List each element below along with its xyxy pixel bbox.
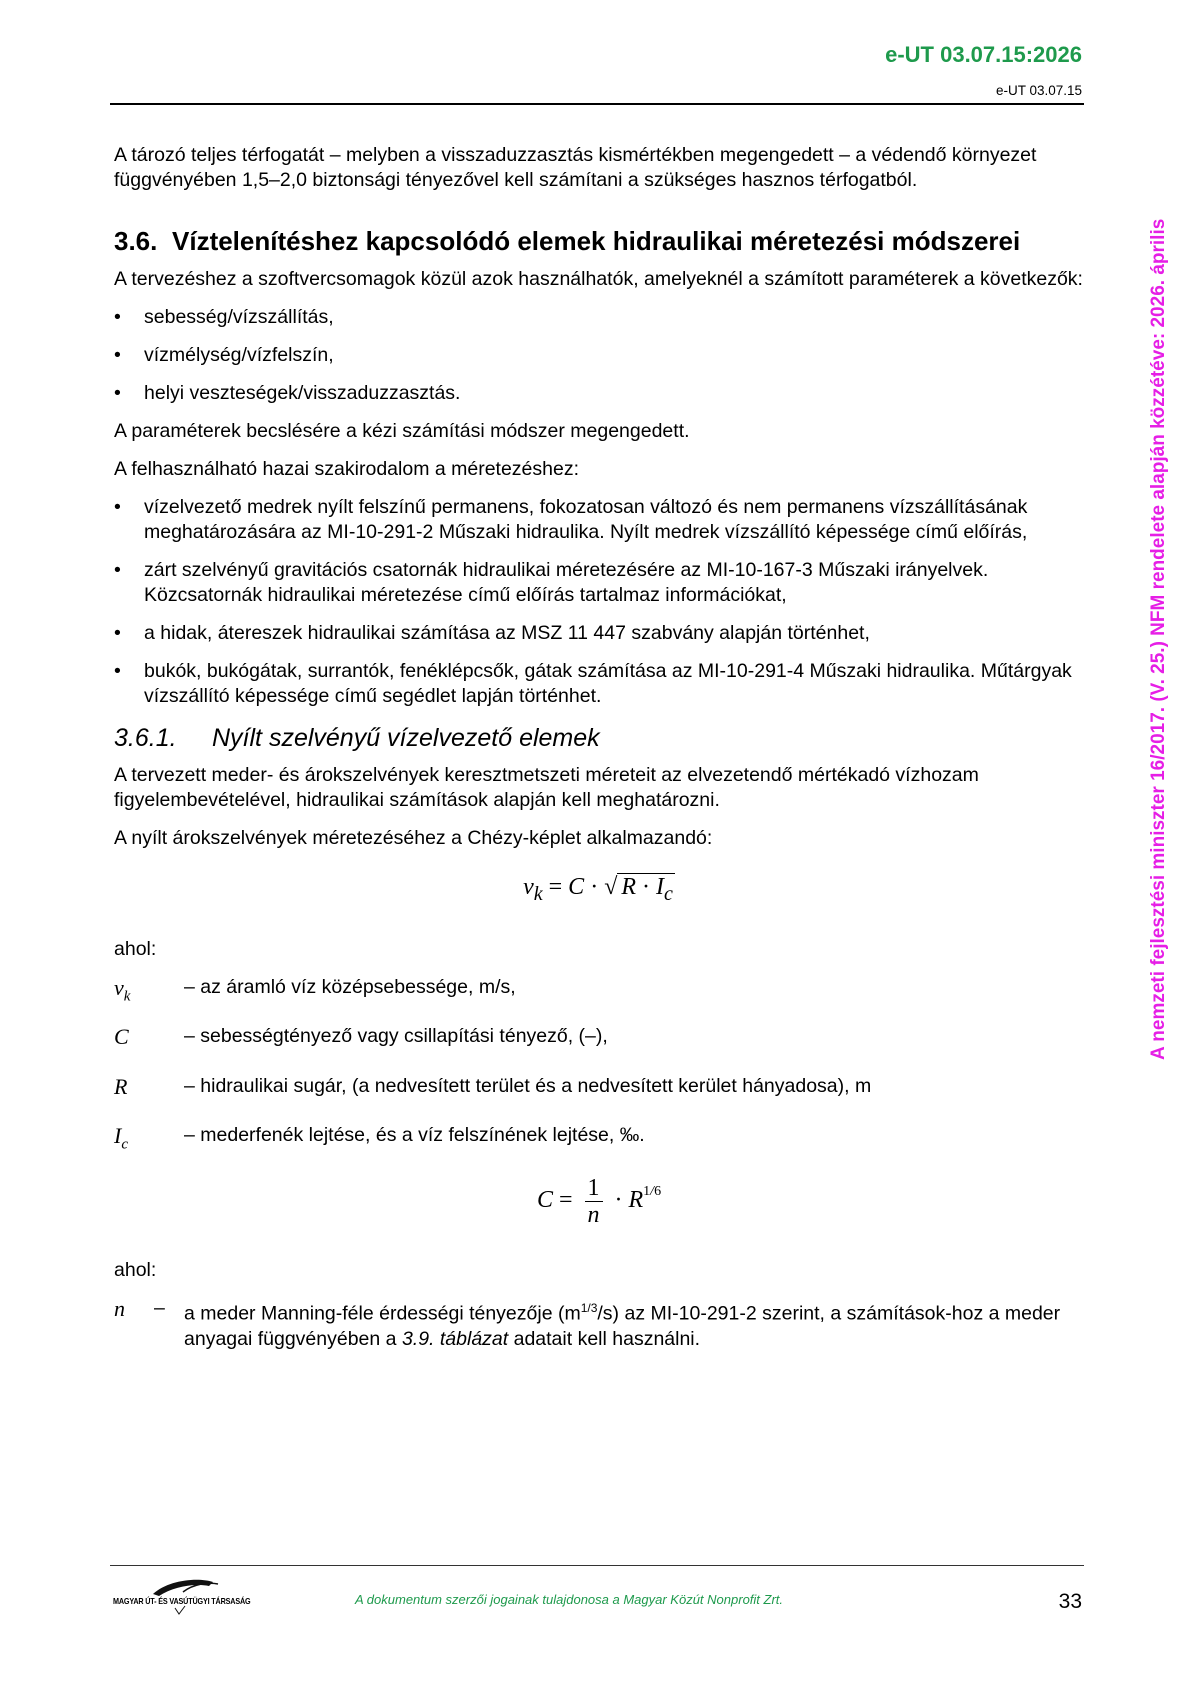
definition-row: $v_k$ – az áramló víz középsebessége, m/s, (114, 974, 516, 1005)
subsection-paragraph-2: A nyílt árokszelvények méretezéséhez a Chézy-képlet alkalmazandó: (114, 827, 713, 849)
bullet-icon: • (114, 306, 121, 328)
parameter-list (114, 305, 1084, 406)
section-paragraph-2: A paraméterek becslésére a kézi számítási módszer megengedett. (114, 420, 690, 442)
bullet-icon: • (114, 559, 121, 581)
list-item: • vízmélység/vízfelszín, (114, 344, 334, 366)
publication-side-note: A nemzeti fejlesztési miniszter 16/2017. (V. 25.) NFM rendelete alapján közzétéve: 2026. április (1148, 218, 1169, 1060)
manning-formula: C = $\frac{1}{n}$ · $R^{1/6}$ (536, 1175, 662, 1229)
section-paragraph-1: A tervezéshez a szoftvercsomagok közül azok használhatók, amelyeknél a számított paraméterek a következők: (114, 268, 1083, 290)
intro-paragraph: A tározó teljes térfogatát – melyben a visszaduzzasztás kismértékben megengedett – a védendő környezet függvényében 1,5–2,0 biztonsági tényezővel kell számítani a szükséges hasznos térfogatból. (114, 144, 1037, 191)
footer-rule (110, 1565, 1084, 1566)
page-body (114, 143, 1084, 1352)
where-label: ahol: (114, 937, 157, 960)
subsection-title: Nyílt szelvényű vízelvezető elemek (212, 724, 600, 752)
literature-list (114, 495, 1084, 709)
society-logo-text: MAGYAR ÚT- ÉS VASÚTÜGYI TÁRSASÁG (113, 1596, 251, 1606)
manning-definition: n – a meder Manning-féle érdességi tényezője $(m^{1/3}/s)$ az MI-10-291-2 szerint, a számítások-hoz a meder anyagai függvényében a 3.9. táblázat adatait kell használni. (114, 1296, 1061, 1350)
page-number: 33 (1058, 1590, 1082, 1613)
table-reference: 3.9. táblázat (401, 1327, 509, 1350)
subsection-heading (114, 723, 1084, 753)
list-item: • helyi veszteségek/visszaduzzasztás. (114, 382, 461, 404)
section-number: 3.6. (114, 226, 158, 256)
subsection-number: 3.6.1. (114, 724, 177, 752)
list-item: • vízelvezető medrek nyílt felszínű permanens, fokozatosan változó és nem permanens vízszállításának meghatározására az MI-10-291-2 Műszaki hidraulika. Nyílt medrek vízszállító képessége című előírás, (114, 496, 1028, 543)
sqrt-radicand: $R \cdot I_c$ (617, 873, 675, 907)
list-item: • a hidak, átereszek hidraulikai számítása az MSZ 11 447 szabvány alapján történhet, (114, 622, 870, 644)
section-paragraph-3: A felhasználható hazai szakirodalom a méretezéshez: (114, 458, 580, 480)
bullet-icon: • (114, 382, 121, 404)
list-item: • bukók, bukógátak, surrantók, fenéklépcsők, gátak számítása az MI-10-291-4 Műszaki hidraulika. Műtárgyak vízszállító képessége című segédlet lapján történhet. (114, 660, 1072, 707)
bullet-icon: • (114, 344, 121, 366)
fraction: $\frac{1}{n}$ (585, 1175, 603, 1228)
document-code: e-UT 03.07.15 (995, 83, 1082, 98)
where-label-2: ahol: (114, 1259, 157, 1282)
definition-row: $I_c$ – mederfenék lejtése, és a víz felszínének lejtése, ‰. (114, 1122, 645, 1153)
list-item: • zárt szelvényű gravitációs csatornák hidraulikai méretezésére az MI-10-167-3 Műszaki irányelvek. Közcsatornák hidraulikai méretezése című előírás tartalmaz információkat, (114, 559, 989, 606)
chezy-formula: $v_k = C$ · √ $R \cdot I_c$ (523, 874, 673, 905)
list-item: • sebesség/vízszállítás, (114, 306, 334, 328)
section-heading (114, 225, 1084, 257)
bullet-icon: • (114, 496, 121, 518)
definition-row: C – sebességtényező vagy csillapítási tényező, (–), (114, 1024, 608, 1050)
subsection-paragraph-1: A tervezett meder- és árokszelvények keresztmetszeti méreteit az elvezetendő mértékadó vízhozam figyelembevételével, hidraulikai számítások alapján kell meghatározni. (114, 764, 979, 811)
document-code-highlight: e-UT 03.07.15:2026 (885, 42, 1082, 67)
copyright-notice: A dokumentum szerzői jogainak tulajdonosa a Magyar Közút Nonprofit Zrt. (355, 1592, 784, 1607)
bullet-icon: • (114, 622, 121, 644)
section-title: Víztelenítéshez kapcsolódó elemek hidraulikai méretezési módszerei (172, 226, 1021, 256)
definition-row: R – hidraulikai sugár, (a nedvesített terület és a nedvesített kerület hányadosa), m (114, 1073, 872, 1099)
header-rule (110, 103, 1084, 105)
bullet-icon: • (114, 660, 121, 682)
sqrt-icon: √ (604, 874, 618, 900)
definition-list (114, 975, 1084, 1158)
exponent: 1/6 (643, 1184, 662, 1200)
